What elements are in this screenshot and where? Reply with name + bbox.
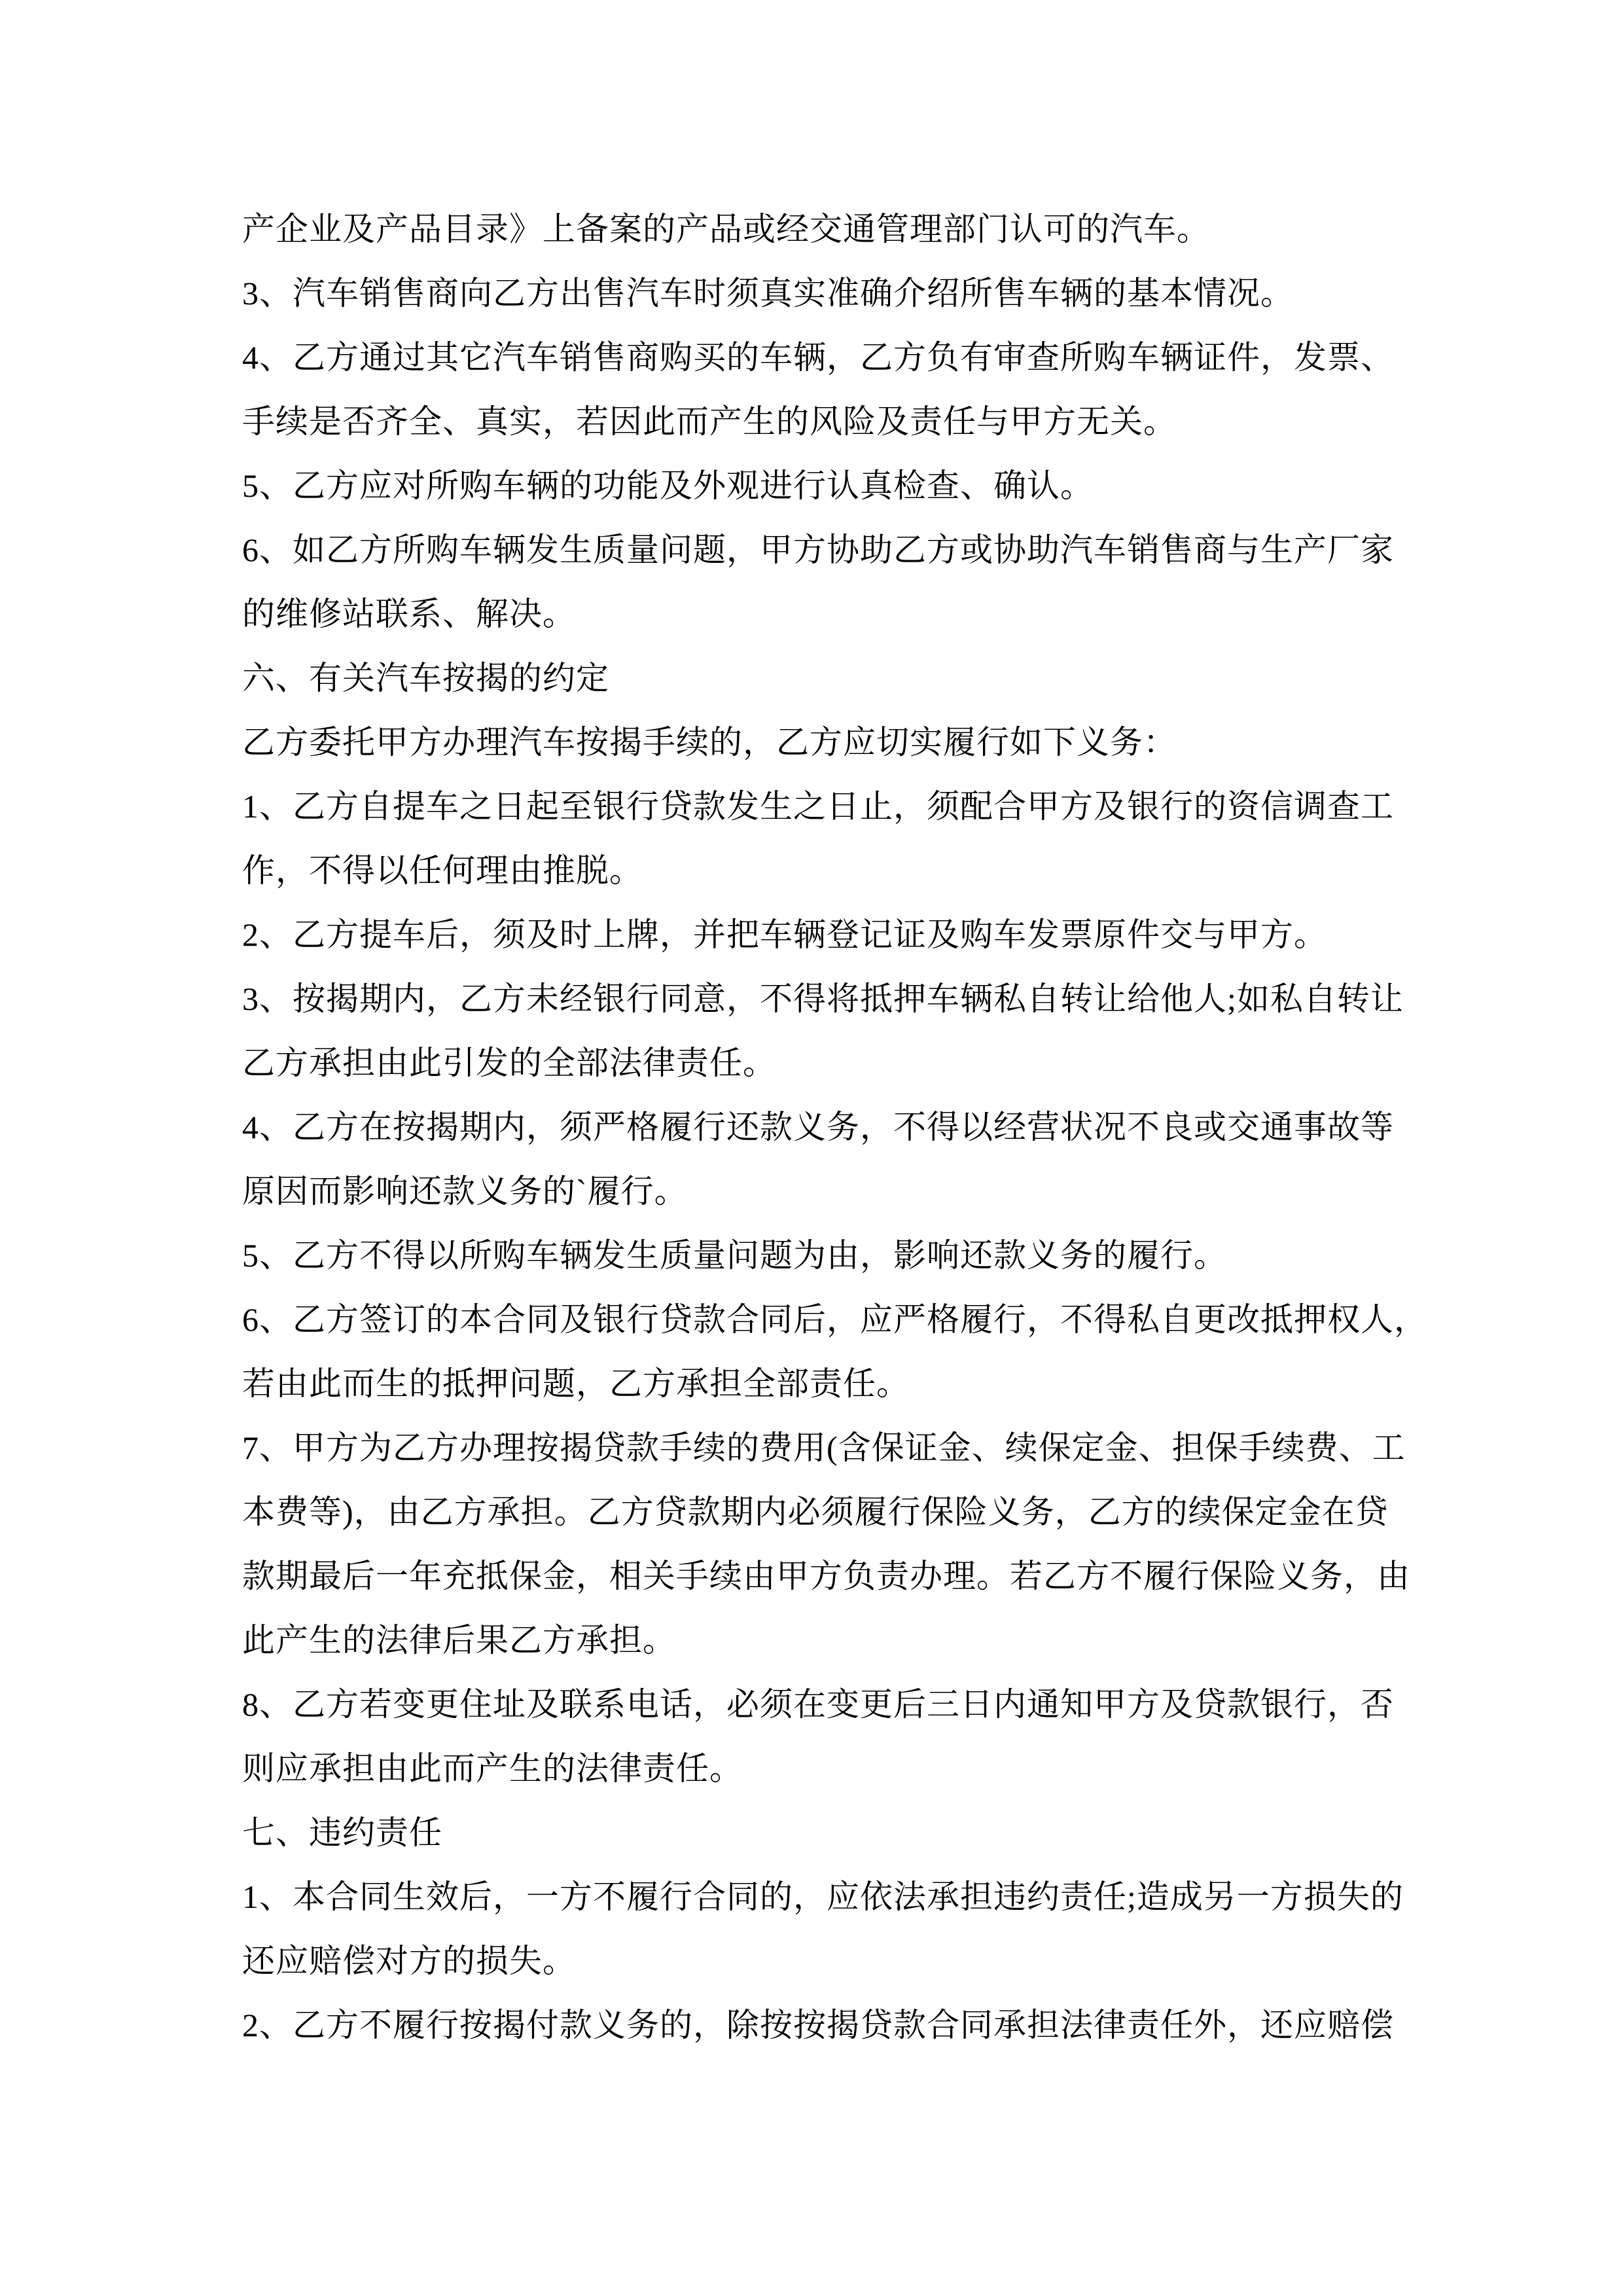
text-line: 此产生的法律后果乙方承担。 bbox=[242, 1622, 676, 1659]
text-line: 8、乙方若变更住址及联系电话，必须在变更后三日内通知甲方及贷款银行，否 bbox=[242, 1686, 1394, 1723]
text-line: 3、按揭期内，乙方未经银行同意，不得将抵押车辆私自转让给他人;如私自转让 bbox=[242, 980, 1404, 1017]
document-body bbox=[242, 197, 1427, 2057]
text-line: 5、乙方应对所购车辆的功能及外观进行认真检查、确认。 bbox=[242, 467, 1094, 504]
text-line: 手续是否齐全、真实，若因此而产生的风险及责任与甲方无关。 bbox=[242, 403, 1177, 440]
text-line: 4、乙方通过其它汽车销售商购买的车辆，乙方负有审查所购车辆证件，发票、 bbox=[242, 339, 1394, 376]
text-line: 乙方承担由此引发的全部法律责任。 bbox=[242, 1045, 776, 1081]
text-line: 7、甲方为乙方办理按揭贷款手续的费用(含保证金、续保定金、担保手续费、工 bbox=[242, 1429, 1406, 1466]
text-line: 1、乙方自提车之日起至银行贷款发生之日止，须配合甲方及银行的资信调查工 bbox=[242, 788, 1394, 825]
text-line: 乙方委托甲方办理汽车按揭手续的，乙方应切实履行如下义务： bbox=[242, 724, 1177, 761]
text-line: 3、汽车销售商向乙方出售汽车时须真实准确介绍所售车辆的基本情况。 bbox=[242, 275, 1294, 312]
text-line: 若由此而生的抵押问题，乙方承担全部责任。 bbox=[242, 1365, 910, 1402]
text-line: 4、乙方在按揭期内，须严格履行还款义务，不得以经营状况不良或交通事故等 bbox=[242, 1109, 1394, 1145]
text-line: 5、乙方不得以所购车辆发生质量问题为由，影响还款义务的履行。 bbox=[242, 1237, 1227, 1274]
text-line: 款期最后一年充抵保金，相关手续由甲方负责办理。若乙方不履行保险义务，由 bbox=[242, 1558, 1410, 1594]
text-line: 七、违约责任 bbox=[242, 1814, 442, 1851]
text-line: 本费等)，由乙方承担。乙方贷款期内必须履行保险义务，乙方的续保定金在贷 bbox=[242, 1494, 1389, 1530]
text-line: 2、乙方不履行按揭付款义务的，除按按揭贷款合同承担法律责任外，还应赔偿 bbox=[242, 2007, 1394, 2043]
text-line: 6、乙方签订的本合同及银行贷款合同后，应严格履行，不得私自更改抵押权人， bbox=[242, 1301, 1427, 1338]
text-line: 作，不得以任何理由推脱。 bbox=[242, 852, 643, 889]
text-line: 还应赔偿对方的损失。 bbox=[242, 1943, 576, 1979]
text-line: 1、本合同生效后，一方不履行合同的，应依法承担违约责任;造成另一方损失的 bbox=[242, 1878, 1404, 1915]
text-line: 则应承担由此而产生的法律责任。 bbox=[242, 1750, 743, 1787]
text-line: 六、有关汽车按揭的约定 bbox=[242, 660, 609, 696]
text-line: 的维修站联系、解决。 bbox=[242, 596, 576, 632]
text-line: 原因而影响还款义务的`履行。 bbox=[242, 1173, 688, 1210]
text-line: 产企业及产品目录》上备案的产品或经交通管理部门认可的汽车。 bbox=[242, 211, 1210, 247]
text-line: 6、如乙方所购车辆发生质量问题，甲方协助乙方或协助汽车销售商与生产厂家 bbox=[242, 531, 1394, 568]
text-line: 2、乙方提车后，须及时上牌，并把车辆登记证及购车发票原件交与甲方。 bbox=[242, 916, 1327, 953]
